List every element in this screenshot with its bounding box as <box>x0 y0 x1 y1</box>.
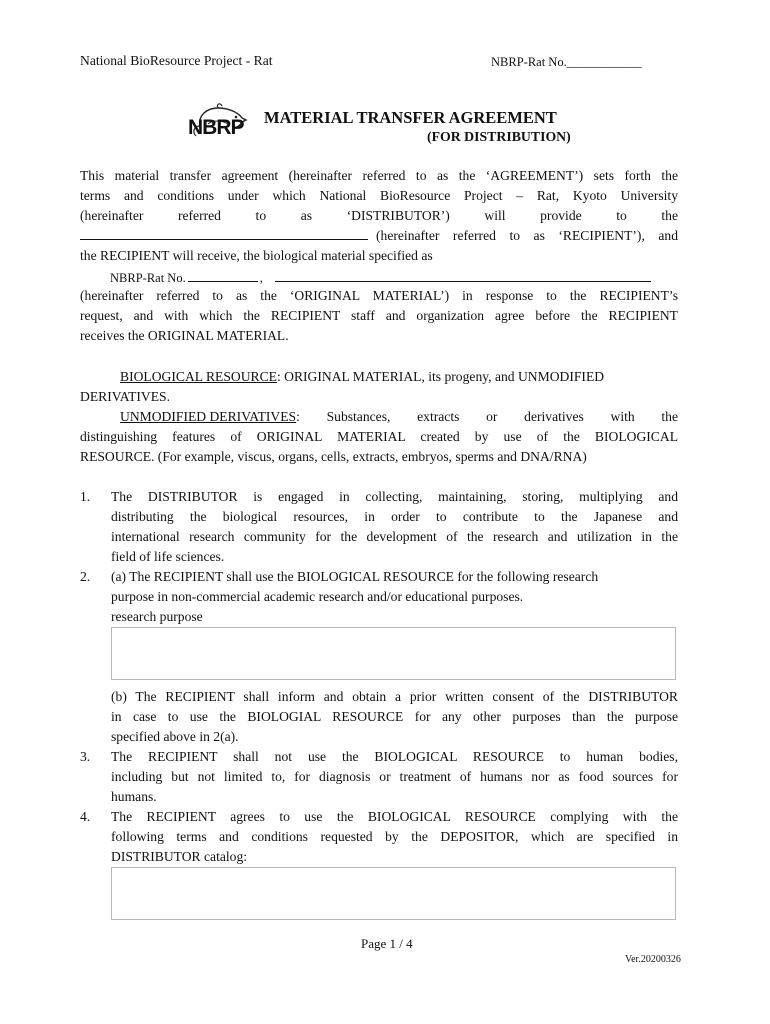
version-label: Ver.20200326 <box>625 954 681 965</box>
document-subtitle: (FOR DISTRIBUTION) <box>427 129 571 144</box>
item-3-line-1: The RECIPIENT shall not use the BIOLOGICAL RESOURCE to human bodies, <box>111 749 678 764</box>
item-2a-line-2: purpose in non-commercial academic research and/or educational purposes. <box>111 589 524 604</box>
definition-bio-text-2: DERIVATIVES. <box>80 389 170 404</box>
logo-text: NBRP <box>188 116 244 139</box>
nbrp-number-field[interactable] <box>188 281 258 282</box>
item-1-line-1: The DISTRIBUTOR is engaged in collecting, maintaining, storing, multiplying and <box>111 489 678 504</box>
nbrp-rat-logo <box>188 100 250 152</box>
item-4-line-3: DISTRIBUTOR catalog: <box>111 849 248 864</box>
item-2b-line-1: (b) The RECIPIENT shall inform and obtain a prior written consent of the DISTRIBUTOR <box>111 689 678 704</box>
intro-line-5: the RECIPIENT will receive, the biological material specified as <box>80 248 433 263</box>
definition-unmod-text: : Substances, extracts or derivatives with the <box>296 409 678 424</box>
item-number-1: 1. <box>80 489 91 504</box>
definition-unmod-line-2: distinguishing features of ORIGINAL MATERIAL created by use of the BIOLOGICAL <box>80 429 678 444</box>
intro-line-4-text: (hereinafter referred to as ‘RECIPIENT’), and <box>376 228 678 243</box>
definition-unmod-line-3: RESOURCE. (For example, viscus, organs, cells, extracts, embryos, sperms and DNA/RNA) <box>80 449 587 464</box>
definition-bio-text: : ORIGINAL MATERIAL, its progeny, and UNMODIFIED <box>276 369 605 384</box>
document-title: MATERIAL TRANSFER AGREEMENT <box>264 108 557 127</box>
nbrp-number-comma: , <box>259 271 263 285</box>
material-name-field[interactable] <box>275 281 651 282</box>
recipient-name-field[interactable] <box>80 239 368 240</box>
research-purpose-field[interactable] <box>111 627 676 680</box>
term-unmodified-derivatives: UNMODIFIED DERIVATIVES <box>120 409 297 424</box>
intro-line-1: This material transfer agreement (hereinafter referred to as the ‘AGREEMENT’) sets forth the <box>80 168 678 183</box>
definition-biological-resource <box>120 367 604 387</box>
research-purpose-label: research purpose <box>111 609 203 624</box>
definition-unmodified <box>120 407 678 427</box>
item-number-2: 2. <box>80 569 91 584</box>
intro-line-2: terms and conditions under which National BioResource Project – Rat, Kyoto University <box>80 188 678 203</box>
item-1-line-2: distributing the biological resources, in order to contribute to the Japanese and <box>111 509 678 524</box>
item-1-line-4: field of life sciences. <box>111 549 225 564</box>
nbrp-number-line <box>110 268 651 288</box>
intro-line-4 <box>80 226 678 246</box>
page-number: Page 1 / 4 <box>361 936 413 951</box>
item-number-4: 4. <box>80 809 91 824</box>
item-3-line-3: humans. <box>111 789 157 804</box>
item-1-line-3: international research community for the development of the research and utilization in the <box>111 529 678 544</box>
item-number-3: 3. <box>80 749 91 764</box>
item-3-line-2: including but not limited to, for diagnosis or treatment of humans nor as food sources for <box>111 769 678 784</box>
term-biological-resource: BIOLOGICAL RESOURCE <box>120 369 277 384</box>
item-2b-line-3: specified above in 2(a). <box>111 729 239 744</box>
intro-line-3: (hereinafter referred to as ‘DISTRIBUTOR’) will provide to the <box>80 208 678 223</box>
intro-line-7: (hereinafter referred to as the ‘ORIGINAL MATERIAL’) in response to the RECIPIENT’s <box>80 288 678 303</box>
item-2b-line-2: in case to use the BIOLOGIAL RESOURCE for any other purposes than the purpose <box>111 709 678 724</box>
item-4-line-1: The RECIPIENT agrees to use the BIOLOGICAL RESOURCE complying with the <box>111 809 678 824</box>
header-project-name: National BioResource Project - Rat <box>80 53 273 68</box>
intro-line-8: request, and with which the RECIPIENT staff and organization agree before the RECIPIENT <box>80 308 678 323</box>
depositor-terms-field[interactable] <box>111 867 676 920</box>
header-nbrp-number: NBRP-Rat No.____________ <box>491 55 642 69</box>
nbrp-number-label: NBRP-Rat No. <box>110 271 186 285</box>
intro-line-9: receives the ORIGINAL MATERIAL. <box>80 328 289 343</box>
item-4-line-2: following terms and conditions requested by the DEPOSITOR, which are specified in <box>111 829 678 844</box>
item-2a-line-1: (a) The RECIPIENT shall use the BIOLOGICAL RESOURCE for the following research <box>111 569 599 584</box>
